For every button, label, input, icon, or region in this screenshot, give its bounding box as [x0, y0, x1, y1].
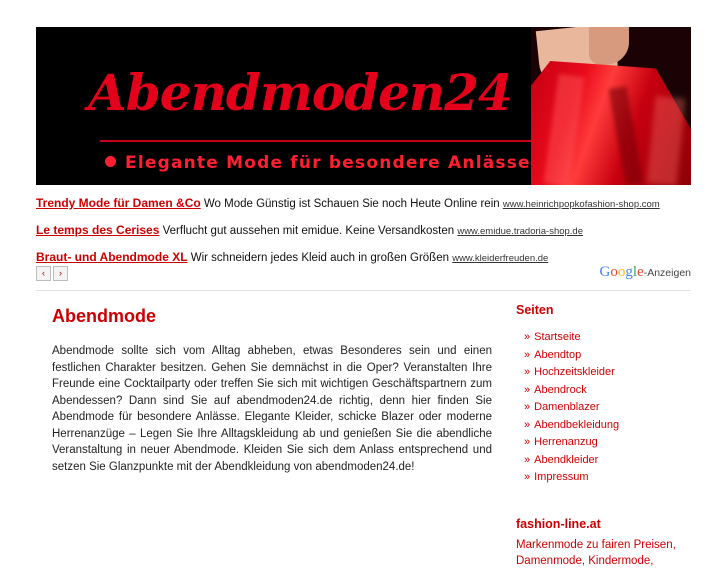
main-content [52, 306, 492, 475]
ad-block [36, 196, 691, 277]
ad-description: Verflucht gut aussehen mit emidue. Keine Versandkosten [162, 225, 455, 237]
ad-prev-button[interactable]: ‹ [36, 266, 51, 281]
ad-item [36, 196, 691, 212]
ad-pager [36, 266, 68, 281]
ad-description: Wir schneidern jedes Kleid auch in großen Größen [190, 252, 449, 264]
sidebar-item-herrenanzug[interactable] [516, 434, 696, 452]
chevron-right-icon: » [524, 471, 531, 483]
sidebar-item-abendkleider[interactable] [516, 452, 696, 470]
google-ads-suffix: -Anzeigen [643, 267, 691, 279]
content-divider [36, 290, 691, 291]
ad-next-button[interactable]: › [53, 266, 68, 281]
sidebar-item-label: Abendkleider [534, 453, 599, 466]
sidebar-promo-title[interactable]: fashion-line.at [516, 516, 601, 531]
sidebar-item-impressum[interactable] [516, 469, 696, 487]
google-logo-letter-g: G [599, 264, 611, 280]
google-logo-letter-o1: o [610, 264, 618, 280]
ad-item [36, 223, 691, 239]
sidebar-item-label: Abendrock [534, 383, 587, 396]
google-logo-letter-o2: o [617, 264, 626, 280]
ad-url-link[interactable]: www.emidue.tradoria-shop.de [457, 226, 584, 237]
ad-url-link[interactable]: www.kleiderfreuden.de [452, 253, 549, 264]
banner-divider [100, 140, 570, 142]
sidebar-item-label: Impressum [534, 471, 589, 483]
sidebar [516, 303, 696, 569]
chevron-right-icon: » [524, 331, 531, 343]
ad-description: Wo Mode Günstig ist Schauen Sie noch Heute Online rein [203, 198, 500, 210]
ad-title-link[interactable]: Braut- und Abendmode XL [36, 250, 188, 264]
site-title: Abendmoden24 [88, 63, 512, 122]
chevron-right-icon: » [524, 453, 531, 466]
sidebar-item-damenblazer[interactable] [516, 399, 696, 417]
sidebar-promo-text: Markenmode zu fairen Preisen, Damenmode, Kindermode, [516, 538, 676, 567]
sidebar-heading: Seiten [516, 303, 554, 317]
chevron-right-icon: » [524, 383, 531, 396]
site-banner [36, 27, 691, 185]
sidebar-item-label: Abendtop [534, 348, 582, 361]
chevron-right-icon: » [524, 366, 531, 378]
sidebar-promo [516, 517, 696, 569]
google-logo-letter-g2: g [625, 264, 633, 280]
dress-photo [531, 27, 691, 185]
site-tagline [96, 153, 560, 173]
sidebar-item-label: Herrenanzug [534, 436, 598, 448]
sidebar-item-abendrock[interactable] [516, 382, 696, 400]
sidebar-item-label: Abendbekleidung [534, 418, 620, 431]
chevron-right-icon: » [524, 401, 531, 413]
sidebar-item-abendbekleidung[interactable] [516, 417, 696, 435]
intro-paragraph: Abendmode sollte sich vom Alltag abheben, etwas Besonderes sein und einen festlichen Charakter besitzen. Gehen Sie demnächst in die Oper? Veranstalten Ihre Freunde eine Cocktailparty oder treffen Sie sich mit wichtigen Geschäftspartnern zum Abendessen? Dann sind Sie auf abendmoden24.de richtig, denn hier finden Sie Abendmode für besondere Anlässe. Elegante Kleider, schicke Blazer oder moderne Herrenanzüge – Legen Sie Ihre Alltagskleidung ab und genießen Sie die abendliche Veranstaltung in neuer Abendmode. Kleiden Sie sich dem Anlass entsprechend und setzen Sie Glanzpunkte mit der Abendkleidung von abendmoden24.de! [52, 345, 492, 473]
sidebar-item-label: Hochzeitskleider [534, 366, 615, 378]
chevron-right-icon: » [524, 418, 531, 431]
google-logo-letter-e: e [637, 264, 644, 280]
chevron-right-icon: » [524, 436, 531, 448]
ad-title-link[interactable]: Trendy Mode für Damen &Co [36, 196, 201, 210]
ad-item [36, 250, 691, 266]
ad-footer [36, 266, 691, 288]
dress-photo-shoulder [589, 27, 629, 65]
sidebar-item-startseite[interactable] [516, 329, 696, 347]
sidebar-item-hochzeitskleider[interactable] [516, 364, 696, 382]
ad-title-link[interactable]: Le temps des Cerises [36, 223, 160, 237]
sidebar-item-label: Startseite [534, 331, 581, 343]
sidebar-item-abendtop[interactable] [516, 347, 696, 365]
sidebar-item-label: Damenblazer [534, 401, 600, 413]
google-logo-letter-l: l [632, 264, 638, 280]
site-tagline-text: Elegante Mode für besondere Anlässe [125, 153, 531, 173]
chevron-right-icon: » [524, 348, 531, 361]
ad-url-link[interactable]: www.heinrichpopkofashion-shop.com [502, 199, 660, 210]
page-title: Abendmode [52, 306, 157, 326]
sidebar-list [516, 329, 696, 487]
google-ads-logo[interactable] [600, 264, 691, 281]
bullet-dot-left-icon [105, 156, 116, 167]
